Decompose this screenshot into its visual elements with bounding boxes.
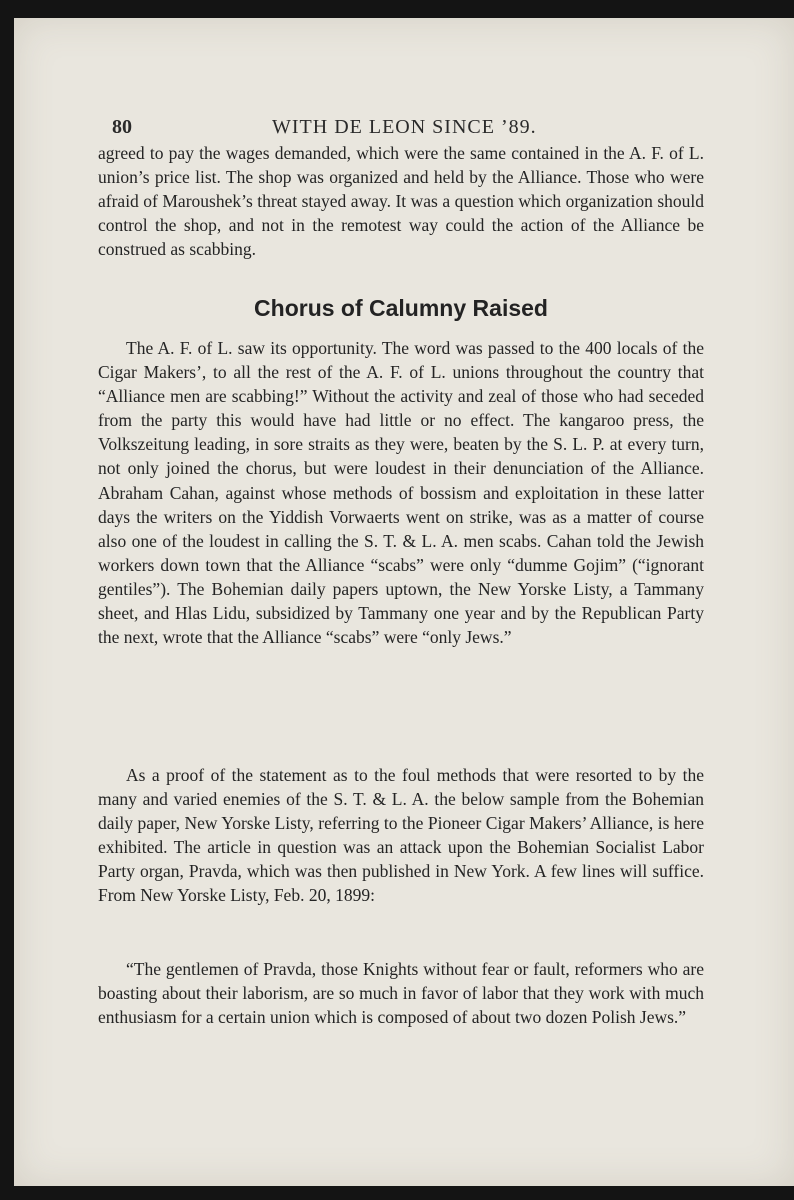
- paragraph-1: agreed to pay the wages demanded, which were the same contained in the A. F. of L. union’s price list. The shop was organized and held by the Alliance. Those who were afraid of Maroushek’s threat stayed away. It was a question which organization should control the shop, and not in the remotest way could the action of the Alliance be construed as scabbing.: [98, 143, 704, 260]
- page-number: 80: [112, 116, 132, 138]
- paragraph-3: As a proof of the statement as to the foul methods that were resorted to by the many and varied enemies of the S. T. & L. A. the below sample from the Bohemian daily paper, New Yorske Listy, referring to the Pioneer Cigar Makers’ Alliance, is here exhibited. The article in question was an attack upon the Bohemian Socialist Labor Party organ, Pravda, which was then published in New York. A few lines will suffice. From New Yorske Listy, Feb. 20, 1899:: [98, 765, 704, 906]
- section-heading: Chorus of Calumny Raised: [254, 295, 548, 321]
- paragraph-4: “The gentlemen of Pravda, those Knights without fear or fault, reformers who are boasting about their laborism, are so much in favor of labor that they work with much enthusiasm for a certain union which is composed of about two dozen Polish Jews.”: [98, 959, 704, 1028]
- running-title: WITH DE LEON SINCE ’89.: [272, 116, 537, 138]
- page-header: [112, 116, 718, 144]
- paragraph-2: The A. F. of L. saw its opportunity. The word was passed to the 400 locals of the Cigar Makers’, to all the rest of the A. F. of L. unions throughout the country that “Alliance men are scabbing!” Without the activity and zeal of those who had seceded from the party this would have had little or no effect. The kangaroo press, the Volkszeitung leading, in sore straits as they were, beaten by the S. L. P. at every turn, not only joined the chorus, but were loudest in their denunciation of the Alliance. Abraham Cahan, against whose methods of bossism and exploitation in these latter days the writers on the Yiddish Vorwaerts went on strike, was as a matter of course also one of the loudest in calling the S. T. & L. A. men scabs. Cahan told the Jewish workers down town that the Alliance “scabs” were only “dumme Gojim” (“ignorant gentiles”). The Bohemian daily papers uptown, the New Yorske Listy, a Tammany sheet, and Hlas Lidu, subsidized by Tammany one year and by the Republican Party the next, wrote that the Alliance “scabs” were “only Jews.”: [98, 338, 704, 648]
